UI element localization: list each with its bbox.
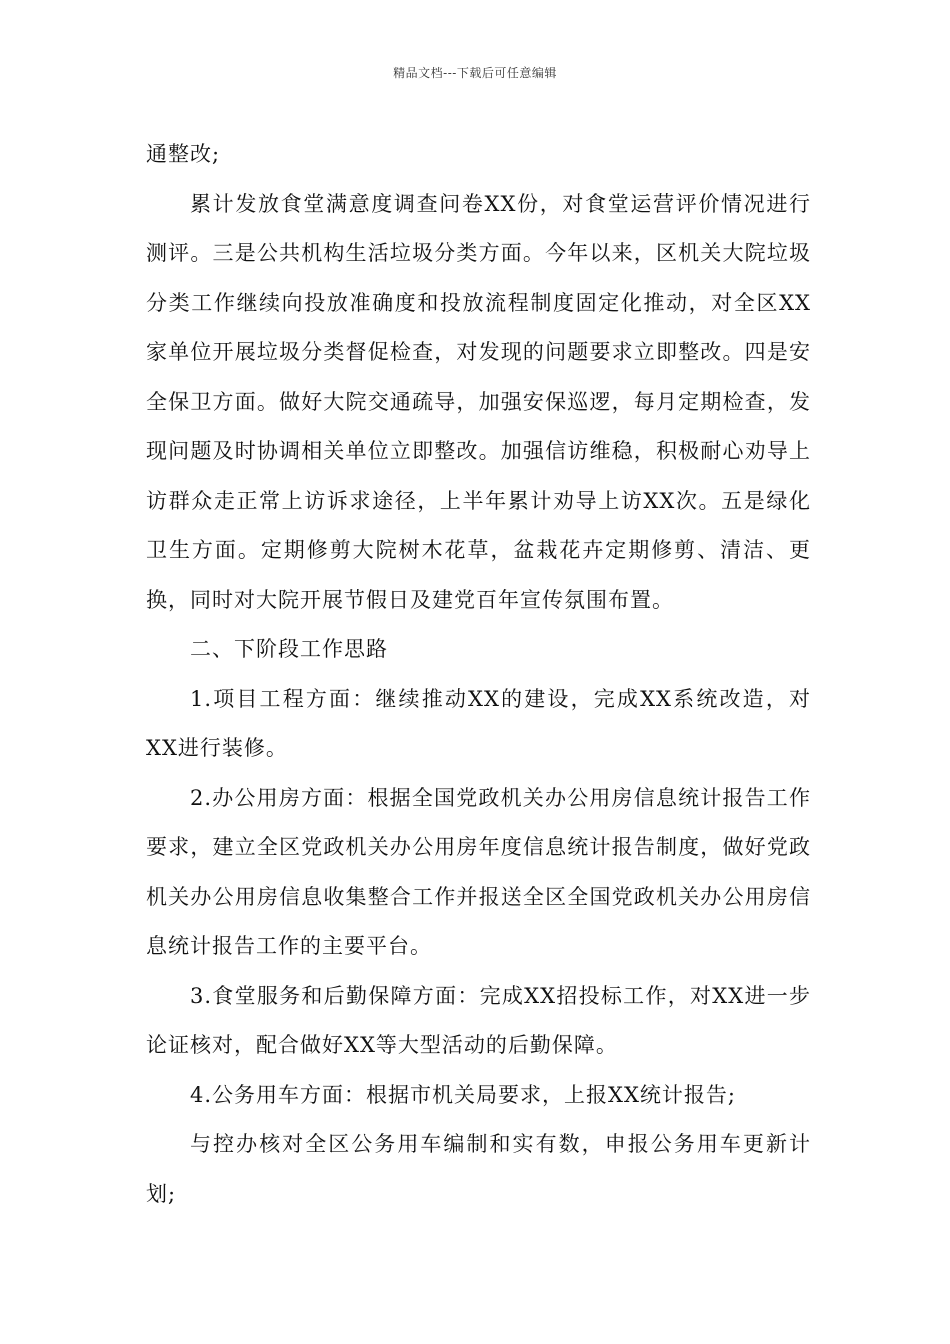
- paragraph-item-3: 3.食堂服务和后勤保障方面：完成XX招投标工作，对XX进一步论证核对，配合做好XX等大型活动的后勤保障。: [146, 983, 811, 1057]
- section-heading-next-phase: 二、下阶段工作思路: [190, 637, 388, 661]
- paragraph-item-4: 4.公务用车方面：根据市机关局要求，上报XX统计报告;: [190, 1082, 737, 1107]
- document-body: [146, 130, 811, 1219]
- paragraph-progress-summary: 累计发放食堂满意度调查问卷XX份，对食堂运营评价情况进行测评。三是公共机构生活垃圾分类方面。今年以来，区机关大院垃圾分类工作继续向投放准确度和投放流程制度固定化推动，对全区XX家单位开展垃圾分类督促检查，对发现的问题要求立即整改。四是安全保卫方面。做好大院交通疏导，加强安保巡逻，每月定期检查，发现问题及时协调相关单位立即整改。加强信访维稳，积极耐心劝导上访群众走正常上访诉求途径，上半年累计劝导上访XX次。五是绿化卫生方面。定期修剪大院树木花草，盆栽花卉定期修剪、清洁、更换，同时对大院开展节假日及建党百年宣传氛围布置。: [146, 191, 811, 612]
- paragraph-vehicle-plan: 与控办核对全区公务用车编制和实有数，申报公务用车更新计划;: [146, 1132, 811, 1206]
- paragraph-item-1: 1.项目工程方面：继续推动XX的建设，完成XX系统改造，对XX进行装修。: [146, 686, 811, 760]
- paragraph-item-2: 2.办公用房方面：根据全国党政机关办公用房信息统计报告工作要求，建立全区党政机关办公用房年度信息统计报告制度，做好党政机关办公用房信息收集整合工作并报送全区全国党政机关办公用房信息统计报告工作的主要平台。: [146, 785, 811, 958]
- page-header: 精品文档---下载后可任意编辑: [393, 66, 557, 80]
- paragraph-continuation: 通整改;: [146, 142, 221, 166]
